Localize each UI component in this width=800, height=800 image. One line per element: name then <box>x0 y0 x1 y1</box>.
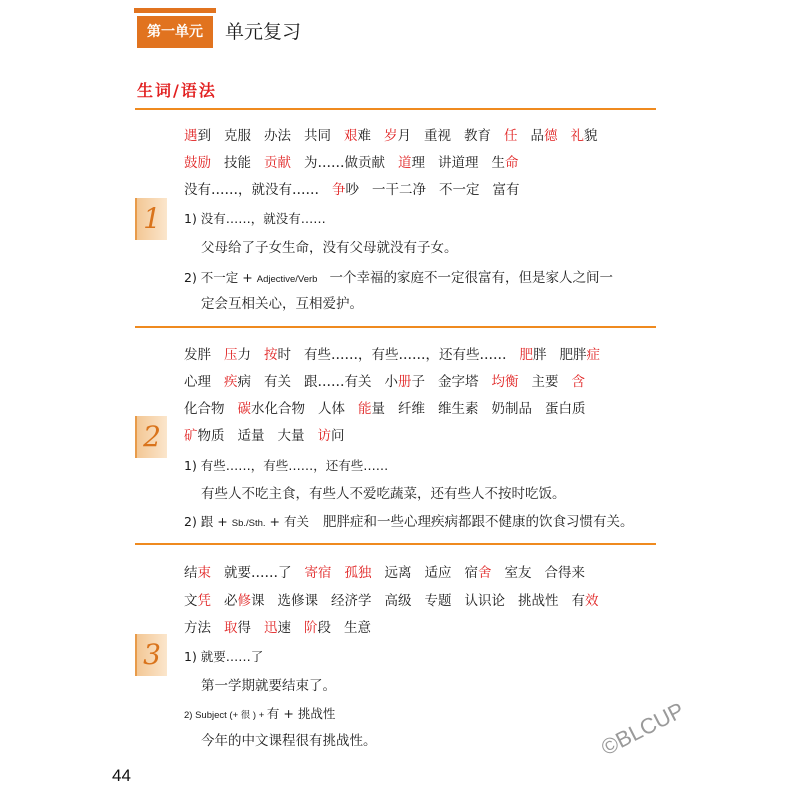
vocab-word: 克服 <box>224 128 251 144</box>
grammar-label: 1) 没有……，就没有…… <box>184 211 326 226</box>
vocab-line <box>184 153 519 173</box>
vocab-word: 均衡 <box>491 374 519 390</box>
section-title: 生词/语法 <box>137 81 217 100</box>
grammar-label: 2) Subject (+ 很 ) + 有 + 挑战性 <box>184 706 336 721</box>
vocab-word: 能量 <box>358 401 385 417</box>
vocab-word: 阶段 <box>304 620 331 636</box>
vocab-line <box>184 399 586 419</box>
vocab-word: 艰难 <box>344 128 371 144</box>
vocab-word: 不一定 <box>439 182 480 198</box>
vocab-word: 心理 <box>184 374 211 390</box>
watermark: ©BLCUP <box>597 697 689 761</box>
grammar-example: 父母给了子女生命，没有父母就没有子女。 <box>201 240 458 256</box>
unit-marker-1 <box>135 198 167 240</box>
vocab-word: 文凭 <box>184 593 211 609</box>
vocab-word: 富有 <box>492 182 520 198</box>
vocab-line <box>184 372 585 392</box>
unit-number: 1 <box>143 202 161 235</box>
vocab-word: 重视 <box>424 128 451 144</box>
vocab-word: 肥胖 <box>519 347 547 363</box>
vocab-word: 碳水化合物 <box>237 401 305 417</box>
grammar-example: 今年的中文课程很有挑战性。 <box>201 733 377 749</box>
vocab-word: 肥胖症 <box>559 347 600 363</box>
divider <box>135 108 656 110</box>
vocab-word: 道理 <box>398 155 425 171</box>
vocab-word: 高级 <box>384 593 412 609</box>
vocab-word: 挑战性 <box>518 593 559 609</box>
grammar-label: 1) 就要……了 <box>184 649 264 664</box>
vocab-word: 生命 <box>491 155 519 171</box>
unit-number: 2 <box>143 420 161 453</box>
vocab-word: 矿物质 <box>184 428 225 444</box>
vocab-word: 孤独 <box>344 565 372 581</box>
divider <box>135 326 656 328</box>
unit-number: 3 <box>143 638 161 671</box>
vocab-word: 生意 <box>344 620 371 636</box>
vocab-word: 鼓励 <box>184 155 211 171</box>
vocab-word: 跟……有关 <box>304 374 372 390</box>
grammar-label-with-example: 2) 不一定 + Adjective/Verb 一个幸福的家庭不一定很富有，但是家人之间一 <box>184 270 613 286</box>
vocab-word: 就要……了 <box>224 565 292 581</box>
vocab-line <box>184 345 600 365</box>
vocab-word: 化合物 <box>184 401 225 417</box>
vocab-word: 有些……，有些……，还有些…… <box>304 347 507 363</box>
page-number: 44 <box>112 766 131 785</box>
page-title: 单元复习 <box>225 21 302 43</box>
vocab-word: 遇到 <box>184 128 211 144</box>
vocab-word: 经济学 <box>331 593 372 609</box>
vocab-word: 取得 <box>224 620 251 636</box>
vocab-word: 教育 <box>464 128 491 144</box>
vocab-word: 共同 <box>304 128 331 144</box>
vocab-word: 争吵 <box>332 182 359 198</box>
vocab-word: 远离 <box>384 565 412 581</box>
grammar-example: 有些人不吃主食，有些人不爱吃蔬菜，还有些人不按时吃饭。 <box>201 486 566 502</box>
vocab-word: 技能 <box>224 155 251 171</box>
vocab-word: 小册子 <box>384 374 425 390</box>
vocab-word: 认识论 <box>464 593 505 609</box>
vocab-word: 礼貌 <box>570 128 598 144</box>
vocab-line <box>184 563 585 583</box>
vocab-word: 岁月 <box>384 128 411 144</box>
vocab-word: 访问 <box>317 428 345 444</box>
vocab-word: 贡献 <box>264 155 291 171</box>
vocab-word: 一干二净 <box>372 182 426 198</box>
vocab-word: 疾病 <box>224 374 251 390</box>
vocab-word: 合得来 <box>544 565 585 581</box>
vocab-line <box>184 426 345 446</box>
grammar-example: 第一学期就要结束了。 <box>201 678 336 694</box>
vocab-word: 任 <box>504 128 518 144</box>
vocab-word: 金字塔 <box>438 374 479 390</box>
vocab-word: 迅速 <box>264 620 291 636</box>
vocab-word: 维生素 <box>438 401 479 417</box>
vocab-line <box>184 591 599 611</box>
grammar-example: 定会互相关心，互相爱护。 <box>201 296 363 312</box>
vocab-word: 必修课 <box>224 593 265 609</box>
grammar-label: 1) 有些……，有些……，还有些…… <box>184 458 389 473</box>
vocab-word: 有效 <box>571 593 599 609</box>
vocab-word: 寄宿 <box>304 565 332 581</box>
unit-badge: 第一单元 <box>137 16 213 48</box>
vocab-word: 为……做贡献 <box>304 155 385 171</box>
vocab-word: 大量 <box>277 428 305 444</box>
vocab-word: 发胖 <box>184 347 211 363</box>
vocab-word: 专题 <box>424 593 452 609</box>
vocab-word: 主要 <box>531 374 559 390</box>
vocab-line <box>184 618 371 638</box>
vocab-word: 按时 <box>264 347 291 363</box>
vocab-word: 含 <box>571 374 585 390</box>
unit-marker-3 <box>135 634 167 676</box>
divider <box>135 543 656 545</box>
vocab-word: 有关 <box>264 374 291 390</box>
vocab-word: 结束 <box>184 565 211 581</box>
vocab-word: 办法 <box>264 128 291 144</box>
vocab-word: 品德 <box>530 128 558 144</box>
vocab-word: 室友 <box>504 565 532 581</box>
vocab-word: 奶制品 <box>491 401 532 417</box>
vocab-word: 压力 <box>224 347 251 363</box>
vocab-word: 选修课 <box>277 593 318 609</box>
grammar-label-with-example: 2) 跟 + Sb./Sth. + 有关 肥胖症和一些心理疾病都跟不健康的饮食习惯有关。 <box>184 514 634 530</box>
vocab-word: 方法 <box>184 620 211 636</box>
vocab-word: 讲道理 <box>438 155 479 171</box>
vocab-line <box>184 180 520 200</box>
vocab-word: 人体 <box>318 401 345 417</box>
vocab-word: 适量 <box>237 428 265 444</box>
vocab-word: 宿舍 <box>464 565 492 581</box>
unit-marker-2 <box>135 416 167 458</box>
vocab-word: 蛋白质 <box>545 401 586 417</box>
vocab-word: 没有……，就没有…… <box>184 182 319 198</box>
vocab-line <box>184 126 598 146</box>
vocab-word: 适应 <box>424 565 452 581</box>
vocab-word: 纤维 <box>398 401 425 417</box>
